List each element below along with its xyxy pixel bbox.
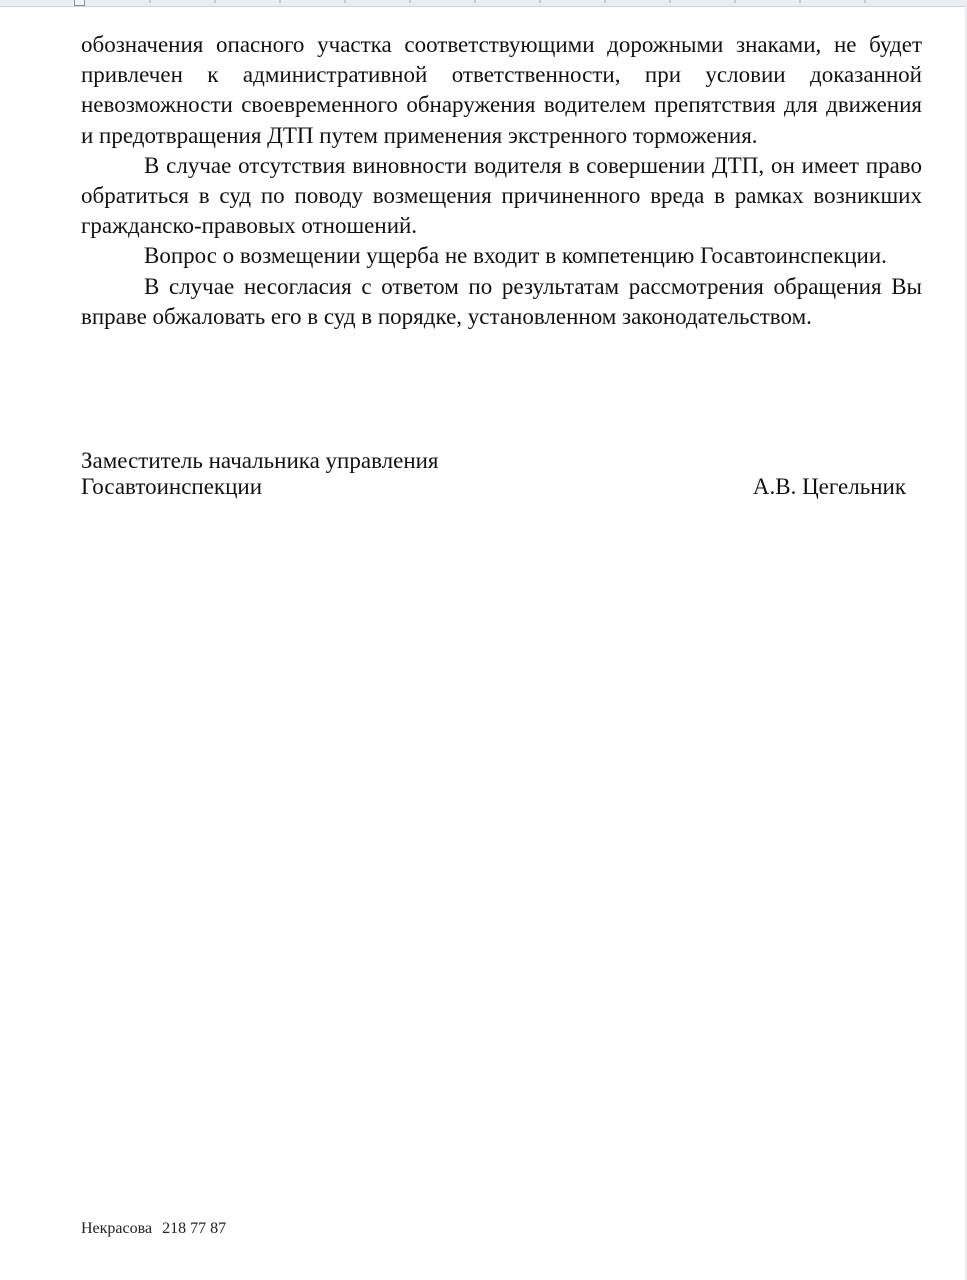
paragraph-1: обозначения опасного участка соответствующими дорожными знаками, не будет привлечен к административной ответственности, при условии доказанной невозможности своевременного обнаружения водителем препятствия для движения и предотвращения ДТП путем применения экстренного торможения. [81, 32, 922, 148]
signature-row [81, 474, 906, 500]
signature-block [81, 448, 906, 500]
horizontal-ruler [0, 0, 967, 7]
executor-name: Некрасова [81, 1220, 153, 1237]
executor-phone: 218 77 87 [162, 1220, 227, 1237]
ruler-ticks [0, 0, 967, 6]
signer-position-line1: Заместитель начальника управления [81, 448, 439, 473]
signer-name: А.В. Цегельник [752, 474, 906, 499]
paragraph-3: Вопрос о возмещении ущерба не входит в компетенцию Госавтоинспекции. [144, 243, 887, 269]
paragraph-4: В случае несогласия с ответом по результатам рассмотрения обращения Вы вправе обжаловать его в суд в порядке, установленном законодательством. [81, 273, 922, 329]
signer-position-line2: Госавтоинспекции [81, 474, 263, 499]
paragraph-2: В случае отсутствия виновности водителя в совершении ДТП, он имеет право обратиться в суд по поводу возмещения причиненного вреда в рамках возникших гражданско-правовых отношений. [81, 152, 922, 239]
document-body [81, 30, 922, 332]
executor-footer [81, 1219, 226, 1239]
indent-marker-handle[interactable] [74, 0, 85, 6]
